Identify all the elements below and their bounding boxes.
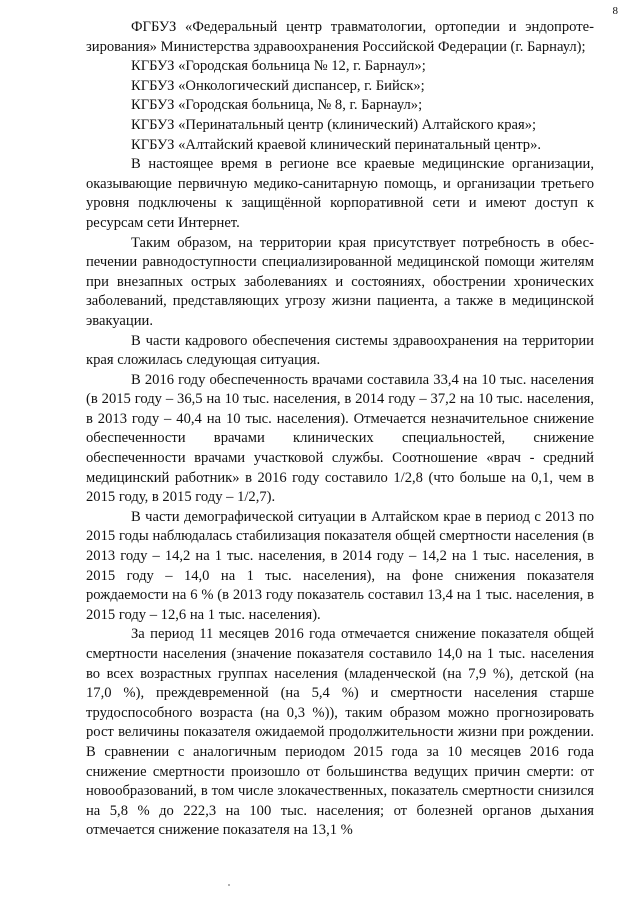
organization-item: ФГБУЗ «Федеральный центр травматологии, ортопедии и эндопротезирования» Министерства здравоохранения Российской Федерации (г. Барнаул); (86, 19, 594, 55)
page-number: 8 (612, 5, 618, 17)
paragraph-mortality: За период 11 месяцев 2016 года отмечается снижение показателя общей смертности населения (значение показателя составило 14,0 на 1 тыс. населения во всех возрастных группах населения (младенческой (на 7,9 %), детской (на 17,0 %), преждевременной (на 5,4 %) и смертности населения старше трудоспособного возраста (на 0,3 %)), таким образом можно прогнозировать рост величины показателя ожидаемой продолжительности жизни при рождении. В сравнении с аналогичным периодом 2015 года за 10 месяцев 2016 года снижение смертности произошло от большинства ведущих причин смерти: от новообразований, в том числе злокачественных, показатель смертности снизился на 5,8 % до 222,3 на 100 тыс. населения; от болезней органов дыхания отмечается снижение показателя на 13,1 % (86, 626, 594, 839)
document-body (86, 18, 594, 841)
paragraph-staffing-intro: В части кадрового обеспечения системы здравоохранения на территории края сложилась следующая ситуация. (86, 332, 594, 369)
paragraph-need: Таким образом, на территории края присутствует потребность в обеспечении равнодоступности специализированной медицинской помощи жителям при внезапных острых заболеваниях и состояниях, обострении хронических заболеваний, представляющих угрозу жизни пациента, а также в медицинской эвакуации. (86, 234, 594, 329)
paragraph-doctor-supply: В 2016 году обеспеченность врачами составила 33,4 на 10 тыс. населения (в 2015 году – 36,5 на 10 тыс. населения, в 2014 году – 37,2 на 10 тыс. населения, в 2013 году – 40,4 на 10 тыс. населения). Отмечается незначительное снижение обеспеченности врачами клинических специальностей, снижение обеспеченности врачами участковой службы. Соотношение «врач - средний медицинский работник» в 2016 году составило 1/2,8 (что больше на 0,1, чем в 2015 году, в 2015 году – 1/2,7). (86, 371, 594, 506)
paragraph-network: В настоящее время в регионе все краевые медицинские организации, оказывающие первичную медико-санитарную помощь, и организации третьего уровня подключены к защищённой корпоративной сети и имеют доступ к ресурсам сети Интернет. (86, 156, 594, 231)
organization-item: КГБУЗ «Перинатальный центр (клинический) Алтайского края»; (131, 116, 537, 133)
organization-item: КГБУЗ «Городская больница № 12, г. Барнаул»; (131, 58, 426, 75)
paragraph-demography: В части демографической ситуации в Алтайском крае в период с 2013 по 2015 годы наблюдалась стабилизация показателя общей смертности населения (в 2013 году – 14,2 на 1 тыс. населения, в 2014 году – 14,2 на 1 тыс. населения, в 2015 году – 14,0 на 1 тыс. населения), на фоне снижения показателя рождаемости на 6 % (в 2013 году показатель составил 13,4 на 1 тыс. населения, в 2015 году – 12,6 на 1 тыс. населения). (86, 508, 594, 623)
organization-item: КГБУЗ «Онкологический диспансер, г. Бийск»; (131, 77, 425, 94)
scan-speck (228, 884, 230, 886)
organization-item: КГБУЗ «Алтайский краевой клинический перинатальный центр». (131, 136, 542, 153)
organization-item: КГБУЗ «Городская больница, № 8, г. Барнаул»; (131, 97, 423, 114)
